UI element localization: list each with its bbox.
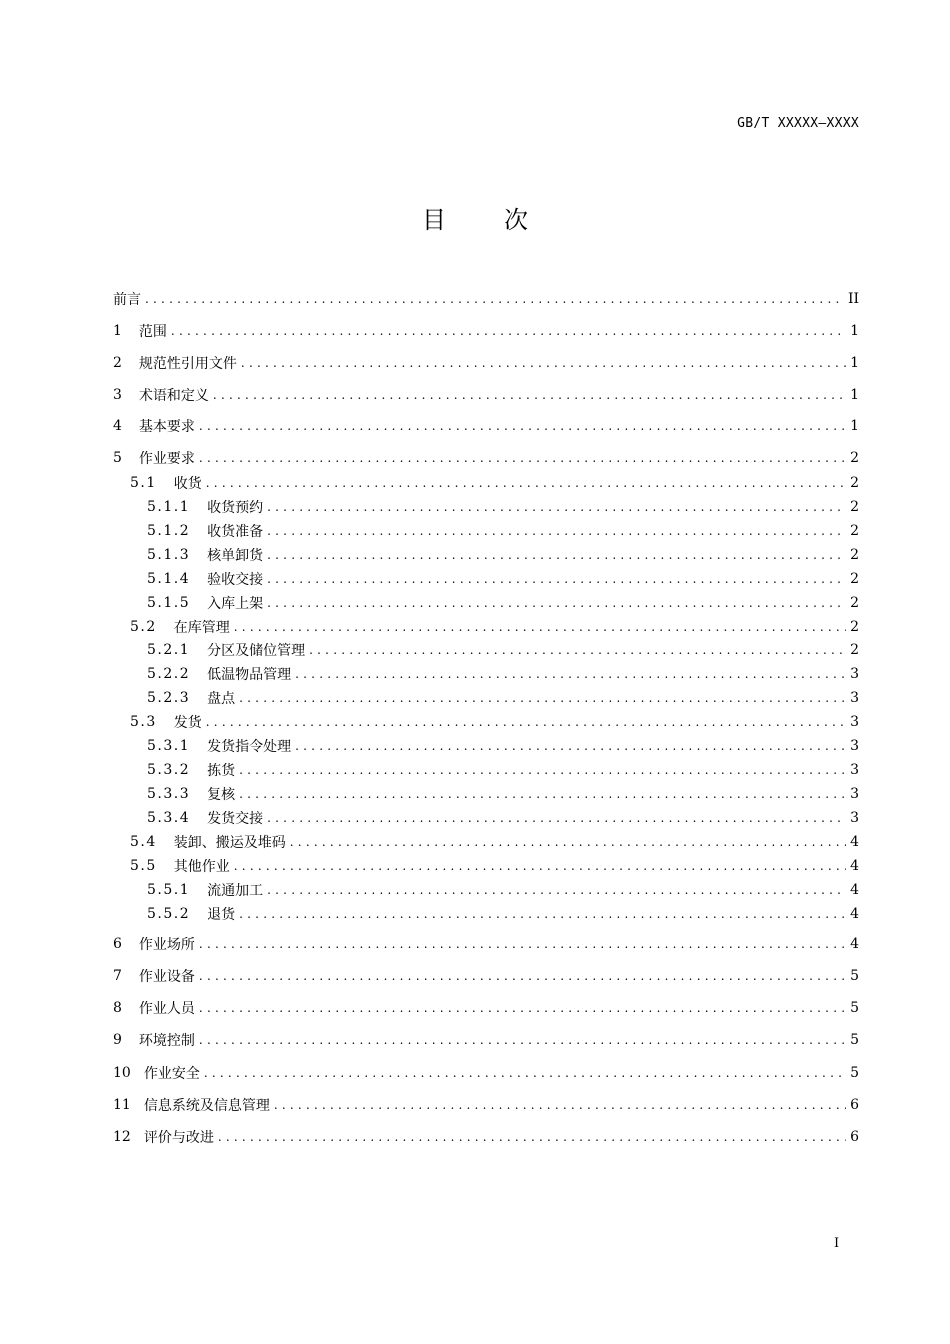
toc-entry-page: 3: [850, 738, 859, 754]
toc-entry[interactable]: [113, 997, 859, 1019]
toc-entry[interactable]: [113, 735, 859, 757]
toc-leader-dots: [295, 667, 846, 681]
toc-entry-page: 3: [850, 690, 859, 706]
toc-entry-label: 盘点: [207, 691, 236, 707]
toc-entry-page: 3: [850, 666, 859, 682]
toc-entry[interactable]: [113, 288, 859, 310]
toc-leader-dots: [234, 859, 846, 873]
toc-leader-dots: [267, 811, 846, 825]
toc-entry-label: 作业人员: [138, 1001, 195, 1017]
toc-entry-number: 5.2.1: [147, 642, 191, 658]
toc-entry-page: 5: [850, 968, 859, 984]
toc-entry-label: 核单卸货: [207, 548, 264, 564]
toc-entry[interactable]: [113, 544, 859, 566]
toc-entry-number: 5.5: [130, 858, 157, 874]
toc-entry-label: 入库上架: [207, 596, 264, 612]
toc-entry-number: 5.2.2: [147, 666, 191, 682]
toc-leader-dots: [199, 969, 846, 983]
toc-entry-page: 4: [850, 936, 859, 952]
toc-entry-label: 收货预约: [207, 500, 264, 516]
toc-entry-number: 5.3.4: [147, 810, 191, 826]
toc-entry-label: 前言: [113, 292, 141, 308]
toc-entry[interactable]: [113, 639, 859, 661]
toc-entry-page: 5: [850, 1065, 859, 1081]
toc-entry-page: 2: [850, 499, 859, 515]
toc-entry-label: 范围: [138, 324, 167, 340]
toc-entry-number: 5.5.2: [147, 906, 191, 922]
title-char-1: 目: [422, 206, 446, 234]
toc-entry[interactable]: [113, 879, 859, 901]
toc-entry[interactable]: [113, 663, 859, 685]
toc-entry-page: 5: [850, 1000, 859, 1016]
toc-leader-dots: [267, 572, 846, 586]
toc-entry[interactable]: [113, 352, 859, 374]
toc-entry-page: II: [847, 291, 859, 307]
toc-entry[interactable]: [113, 496, 859, 518]
toc-leader-dots: [267, 596, 846, 610]
toc-entry[interactable]: [113, 759, 859, 781]
toc-entry-page: 4: [850, 906, 859, 922]
toc-entry-page: 2: [850, 523, 859, 539]
toc-leader-dots: [199, 419, 846, 433]
toc-entry-number: 5.1.1: [147, 499, 191, 515]
toc-entry-page: 3: [850, 762, 859, 778]
toc-entry-page: 2: [850, 571, 859, 587]
toc-entry-label: 发货指令处理: [207, 739, 292, 755]
toc-entry[interactable]: [113, 965, 859, 987]
title-char-2: 次: [504, 206, 528, 234]
toc-entry-label: 作业场所: [138, 937, 195, 953]
toc-entry-page: 2: [850, 547, 859, 563]
toc-entry-label: 其他作业: [173, 859, 230, 875]
toc-entry-label: 发货: [173, 715, 202, 731]
toc-entry-number: 5: [113, 450, 122, 466]
toc-entry[interactable]: [113, 568, 859, 590]
toc-entry-label: 验收交接: [207, 572, 264, 588]
toc-entry-label: 评价与改进: [143, 1130, 214, 1146]
toc-entry-page: 6: [850, 1129, 859, 1145]
toc-entry-label: 退货: [207, 907, 236, 923]
toc-leader-dots: [206, 476, 846, 490]
toc-leader-dots: [234, 620, 846, 634]
toc-entry-label: 术语和定义: [138, 388, 209, 404]
toc-leader-dots: [295, 739, 846, 753]
toc-leader-dots: [239, 907, 846, 921]
toc-leader-dots: [206, 715, 846, 729]
toc-leader-dots: [309, 643, 846, 657]
toc-entry-page: 3: [850, 786, 859, 802]
toc-entry-number: 5.5.1: [147, 882, 191, 898]
toc-entry-label: 复核: [207, 787, 236, 803]
document-code: GB/T XXXXX—XXXX: [737, 116, 859, 131]
toc-entry-label: 作业安全: [143, 1066, 200, 1082]
toc-entry-number: 5.1.4: [147, 571, 191, 587]
toc-entry[interactable]: [113, 616, 859, 638]
toc-entry-number: 5.3.1: [147, 738, 191, 754]
toc-entry-number: 3: [113, 387, 122, 403]
toc-leader-dots: [274, 1098, 846, 1112]
toc-entry-page: 1: [850, 355, 859, 371]
toc-leader-dots: [218, 1130, 846, 1144]
toc-leader-dots: [199, 937, 846, 951]
toc-entry-label: 发货交接: [207, 811, 264, 827]
toc-entry-number: 5.3: [130, 714, 157, 730]
toc-entry-label: 流通加工: [207, 883, 264, 899]
toc-entry-number: 12: [113, 1129, 131, 1145]
toc-entry[interactable]: [113, 520, 859, 542]
toc-entry-label: 作业设备: [138, 969, 195, 985]
toc-entry-page: 4: [850, 882, 859, 898]
toc-leader-dots: [145, 292, 844, 306]
toc-entry-page: 2: [850, 642, 859, 658]
toc-leader-dots: [239, 691, 846, 705]
toc-entry-number: 5.2: [130, 619, 157, 635]
toc-entry[interactable]: [113, 1062, 859, 1084]
toc-leader-dots: [199, 1001, 846, 1015]
toc-leader-dots: [290, 835, 846, 849]
toc-entry[interactable]: [113, 447, 859, 469]
toc-entry-number: 5.3.2: [147, 762, 191, 778]
toc-entry-page: 6: [850, 1097, 859, 1113]
toc-entry-label: 基本要求: [138, 419, 195, 435]
toc-entry[interactable]: [113, 711, 859, 733]
toc-entry[interactable]: [113, 807, 859, 829]
toc-entry[interactable]: [113, 1094, 859, 1116]
toc-entry-page: 2: [850, 475, 859, 491]
toc-leader-dots: [241, 356, 846, 370]
toc-entry-number: 7: [113, 968, 122, 984]
toc-entry-number: 1: [113, 323, 122, 339]
toc-entry-number: 9: [113, 1032, 122, 1048]
toc-leader-dots: [171, 324, 846, 338]
page-number: I: [834, 1236, 840, 1251]
toc-entry-number: 5.4: [130, 834, 157, 850]
toc-entry[interactable]: [113, 933, 859, 955]
toc-entry-label: 规范性引用文件: [138, 356, 237, 372]
toc-entry[interactable]: [113, 592, 859, 614]
toc-entry-label: 收货: [173, 476, 202, 492]
toc-entry-page: 1: [850, 387, 859, 403]
toc-entry-page: 5: [850, 1032, 859, 1048]
toc-leader-dots: [239, 787, 846, 801]
toc-entry-number: 11: [113, 1097, 131, 1113]
toc-leader-dots: [204, 1066, 846, 1080]
toc-entry-number: 8: [113, 1000, 122, 1016]
toc-entry-label: 分区及储位管理: [207, 643, 306, 659]
toc-entry-label: 低温物品管理: [207, 667, 292, 683]
toc-entry[interactable]: [113, 1029, 859, 1051]
toc-entry-page: 4: [850, 834, 859, 850]
toc-entry-number: 5.1.2: [147, 523, 191, 539]
toc-entry-number: 10: [113, 1065, 131, 1081]
toc-entry-page: 3: [850, 714, 859, 730]
toc-entry[interactable]: [113, 1126, 859, 1148]
page-title: [0, 200, 950, 235]
toc-entry[interactable]: [113, 320, 859, 342]
toc-leader-dots: [239, 763, 846, 777]
toc-leader-dots: [199, 451, 846, 465]
toc-entry-page: 1: [850, 323, 859, 339]
toc-entry-label: 信息系统及信息管理: [143, 1098, 270, 1114]
toc-entry[interactable]: [113, 384, 859, 406]
toc-entry[interactable]: [113, 783, 859, 805]
toc-entry-number: 2: [113, 355, 122, 371]
toc-entry-label: 拣货: [207, 763, 236, 779]
toc-entry-page: 4: [850, 858, 859, 874]
toc-entry-page: 2: [850, 450, 859, 466]
toc-entry-number: 4: [113, 418, 122, 434]
toc-entry[interactable]: [113, 903, 859, 925]
toc-entry-page: 2: [850, 595, 859, 611]
toc-entry[interactable]: [113, 855, 859, 877]
toc-entry-number: 5.1: [130, 475, 157, 491]
toc-entry-label: 环境控制: [138, 1033, 195, 1049]
toc-entry[interactable]: [113, 472, 859, 494]
toc-leader-dots: [267, 500, 846, 514]
toc-entry-label: 装卸、搬运及堆码: [173, 835, 286, 851]
toc-leader-dots: [213, 388, 846, 402]
toc-entry[interactable]: [113, 687, 859, 709]
toc-leader-dots: [267, 548, 846, 562]
toc-entry-number: 5.1.5: [147, 595, 191, 611]
toc-leader-dots: [267, 883, 846, 897]
toc-entry-number: 5.1.3: [147, 547, 191, 563]
toc-entry-label: 在库管理: [173, 620, 230, 636]
toc-entry-page: 3: [850, 810, 859, 826]
toc-entry-page: 1: [850, 418, 859, 434]
toc-leader-dots: [199, 1033, 846, 1047]
toc-entry-number: 6: [113, 936, 122, 952]
toc-entry[interactable]: [113, 415, 859, 437]
toc-entry-label: 作业要求: [138, 451, 195, 467]
toc-entry-label: 收货准备: [207, 524, 264, 540]
toc-entry-number: 5.3.3: [147, 786, 191, 802]
toc-entry[interactable]: [113, 831, 859, 853]
toc-entry-number: 5.2.3: [147, 690, 191, 706]
toc-entry-page: 2: [850, 619, 859, 635]
toc-leader-dots: [267, 524, 846, 538]
